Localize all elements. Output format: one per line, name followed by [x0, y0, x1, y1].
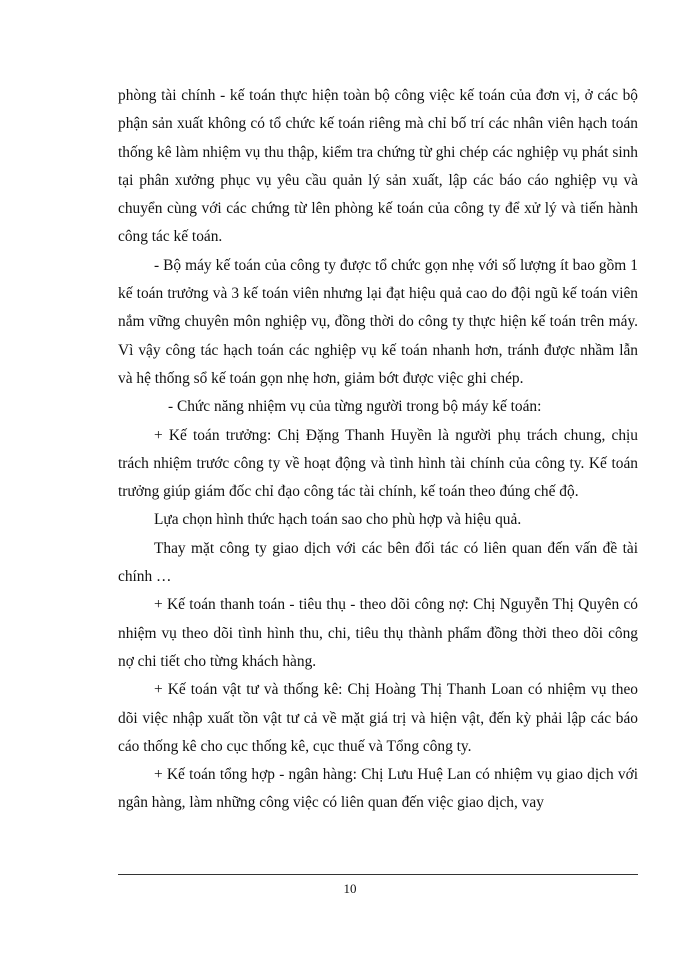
- paragraph-materials-accountant: + Kế toán vật tư và thống kê: Chị Hoàng Thị Thanh Loan có nhiệm vụ theo dõi việc nhập xuất tồn vật tư cả về mặt giá trị và hiện vật, đến kỳ phải lập các báo cáo thống kê cho cục thống kê, cục thuế và Tổng công ty.: [118, 681, 638, 755]
- paragraph-select-method: Lựa chọn hình thức hạch toán sao cho phù hợp và hiệu quả.: [154, 511, 522, 529]
- paragraph-payment-accountant: + Kế toán thanh toán - tiêu thụ - theo dõi công nợ: Chị Nguyễn Thị Quyên có nhiệm vụ theo dõi tình hình thu, chi, tiêu thụ thành phẩm đồng thời theo dõi công nợ chi tiết cho từng khách hàng.: [118, 596, 638, 670]
- paragraph-represent-company: Thay mặt công ty giao dịch với các bên đối tác có liên quan đến vấn đề tài chính …: [118, 539, 638, 586]
- page-number: 10: [343, 881, 357, 896]
- paragraph-chief-accountant: + Kế toán trưởng: Chị Đặng Thanh Huyền là người phụ trách chung, chịu trách nhiệm trước công ty về hoạt động và tình hình tài chính của công ty. Kế toán trưởng giúp giám đốc chỉ đạo công tác tài chính, kế toán theo đúng chế độ.: [118, 426, 638, 501]
- paragraph-accounting-dept-overview: phòng tài chính - kế toán thực hiện toàn bộ công việc kế toán của đơn vị, ở các bộ phận sản xuất không có tổ chức kế toán riêng mà chỉ bố trí các nhân viên hạch toán thống kê làm nhiệm vụ thu thập, kiểm tra chứng từ ghi chép các nghiệp vụ phát sinh tại phân xưởng phục vụ yêu cầu quản lý sản xuất, lập các báo cáo nghiệp vụ và chuyển cùng với các chứng từ lên phòng kế toán của công ty để xử lý và tiến hành công tác kế toán.: [118, 87, 638, 246]
- paragraph-duties-heading: - Chức năng nhiệm vụ của từng người trong bộ máy kế toán:: [168, 398, 542, 416]
- paragraph-accounting-structure: - Bộ máy kế toán của công ty được tổ chức gọn nhẹ với số lượng ít bao gồm 1 kế toán trưởng và 3 kế toán viên nhưng lại đạt hiệu quả cao do đội ngũ kế toán viên nắm vững chuyên môn nghiệp vụ, đồng thời do công ty thực hiện kế toán trên máy. Vì vậy công tác hạch toán các nghiệp vụ kế toán nhanh hơn, tránh được nhầm lẫn và hệ thống sổ kế toán gọn nhẹ hơn, giảm bớt được việc ghi chép.: [118, 256, 638, 387]
- footer-divider: [118, 874, 638, 875]
- paragraph-general-accountant: + Kế toán tổng hợp - ngân hàng: Chị Lưu Huệ Lan có nhiệm vụ giao dịch với ngân hàng, làm những công việc có liên quan đến việc giao dịch, vay: [118, 766, 638, 812]
- document-body: [118, 82, 638, 818]
